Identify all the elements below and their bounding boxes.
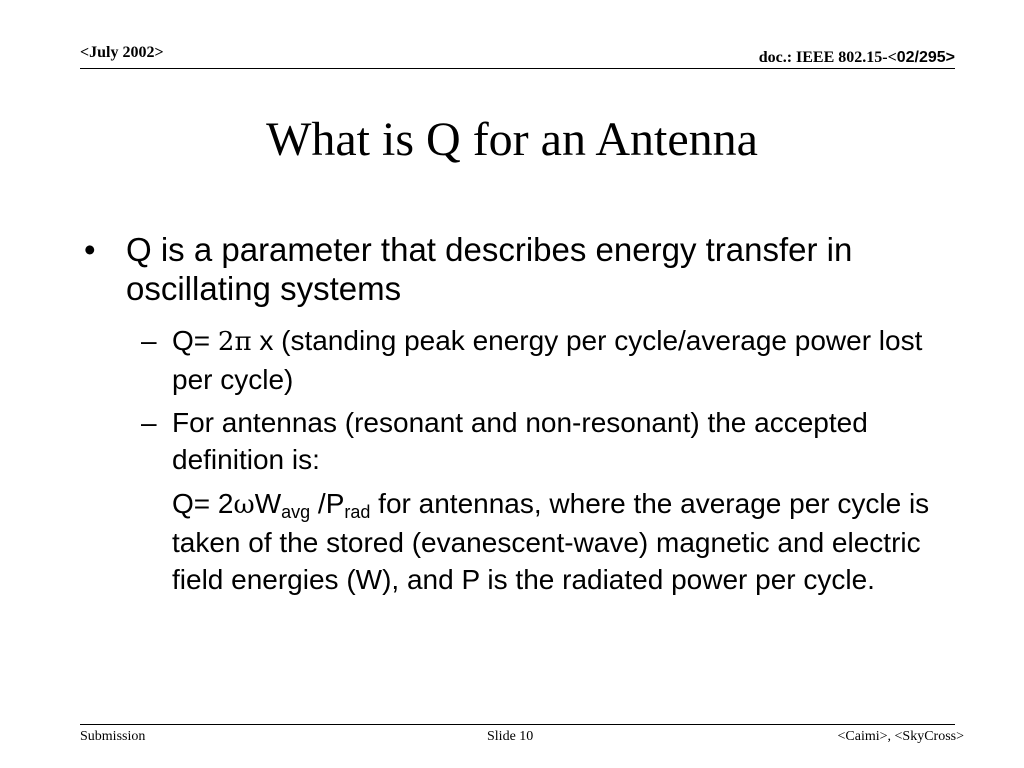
sub-bullet-text [172,322,941,398]
footer-authors: <Caimi>, <SkyCross> [837,729,964,744]
footer-divider [80,724,955,725]
doc-id-prefix: doc.: IEEE 802.15-< [758,49,897,66]
omega-symbol: ω [233,490,255,520]
header-divider [80,68,955,69]
header-date: <July 2002> [80,44,164,61]
def-p-subscript: rad [344,502,371,522]
def-w-subscript: avg [281,502,311,522]
doc-id-suffix: > [945,49,955,66]
def-w: W [254,488,282,519]
sub-bullet-marker: – [141,407,157,438]
def-rest: for antennas, where the average per cycle is taken of the stored (evanescent-wave) magnetic and electric field energies (W), and P is the radiated power per cycle. [172,488,930,595]
footer-submission: Submission [80,729,146,744]
slide-title: What is Q for an Antenna [266,113,758,166]
def-prefix: Q= 2 [172,488,234,519]
header-doc-id [759,49,955,67]
def-slash-p: /P [310,488,345,519]
two-pi-symbol: 2π [217,327,252,357]
bullet-level-1 [84,230,904,308]
sub-bullet-antenna-definition [141,404,941,478]
sub-bullet-marker: – [141,325,157,356]
footer-slide-number: Slide 10 [487,729,534,744]
sub-bullet-text: For antennas (resonant and non-resonant) the accepted definition is: [172,407,868,475]
antenna-q-definition [172,485,952,598]
sub-bullet-q-formula [141,322,941,398]
q-definition-rest: x (standing peak energy per cycle/average power lost per cycle) [172,325,923,395]
doc-id-number: 02/295 [896,49,946,66]
bullet-text: Q is a parameter that describes energy transfer in oscillating systems [126,231,853,307]
bullet-marker: • [84,231,96,268]
q-prefix: Q= [172,325,211,356]
